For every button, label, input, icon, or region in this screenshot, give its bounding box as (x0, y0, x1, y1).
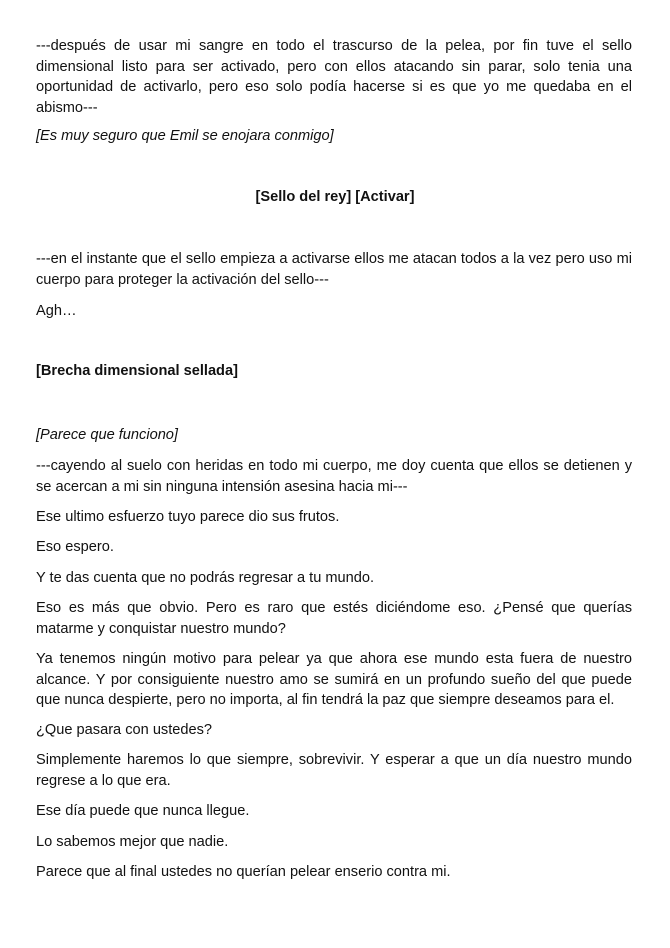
dialogue-line: Parece que al final ustedes no querían pelear enserio contra mi. (36, 864, 451, 880)
dialogue-line: Ese día puede que nunca llegue. (36, 803, 250, 819)
dialogue-line: Y te das cuenta que no podrás regresar a tu mundo. (36, 570, 375, 586)
narration-paragraph: ---en el instante que el sello empieza a activarse ellos me atacan todos a la vez pero uso mi cuerpo para proteger la activación del sello--- (36, 251, 632, 288)
dialogue-line: Ese ultimo esfuerzo tuyo parece dio sus frutos. (36, 509, 340, 525)
dialogue-line: Lo sabemos mejor que nadie. (36, 834, 229, 850)
thought-line: [Es muy seguro que Emil se enojara conmigo] (36, 128, 334, 144)
narration-paragraph: ---después de usar mi sangre en todo el trascurso de la pelea, por fin tuve el sello dimensional listo para ser activado, pero con ellos atacando sin parar, solo tenia una oportunidad de activarlo, pero eso solo podía hacerse si es que yo me quedaba en el abismo--- (36, 38, 632, 116)
dialogue-paragraph: Simplemente haremos lo que siempre, sobrevivir. Y esperar a que un día nuestro mundo regrese a lo que era. (36, 752, 632, 789)
dialogue-line: ¿Que pasara con ustedes? (36, 722, 213, 738)
system-message: [Brecha dimensional sellada] (36, 363, 238, 379)
thought-line: [Parece que funciono] (36, 427, 178, 443)
system-message-centered: [Sello del rey] [Activar] (255, 189, 415, 205)
dialogue-line: Eso espero. (36, 539, 114, 555)
dialogue-paragraph: Ya tenemos ningún motivo para pelear ya que ahora ese mundo esta fuera de nuestro alcance. Y por consiguiente nuestro amo se sumirá en un profundo sueño del que puede que nunca despierte, pero no importa, al fin tendrá la paz que siempre deseamos para el. (36, 651, 632, 708)
dialogue-line: Agh… (36, 303, 77, 319)
narration-paragraph: ---cayendo al suelo con heridas en todo mi cuerpo, me doy cuenta que ellos se detienen y se acercan a mi sin ninguna intensión asesina hacia mi--- (36, 458, 632, 495)
dialogue-paragraph: Eso es más que obvio. Pero es raro que estés diciéndome eso. ¿Pensé que querías matarme y conquistar nuestro mundo? (36, 600, 632, 637)
